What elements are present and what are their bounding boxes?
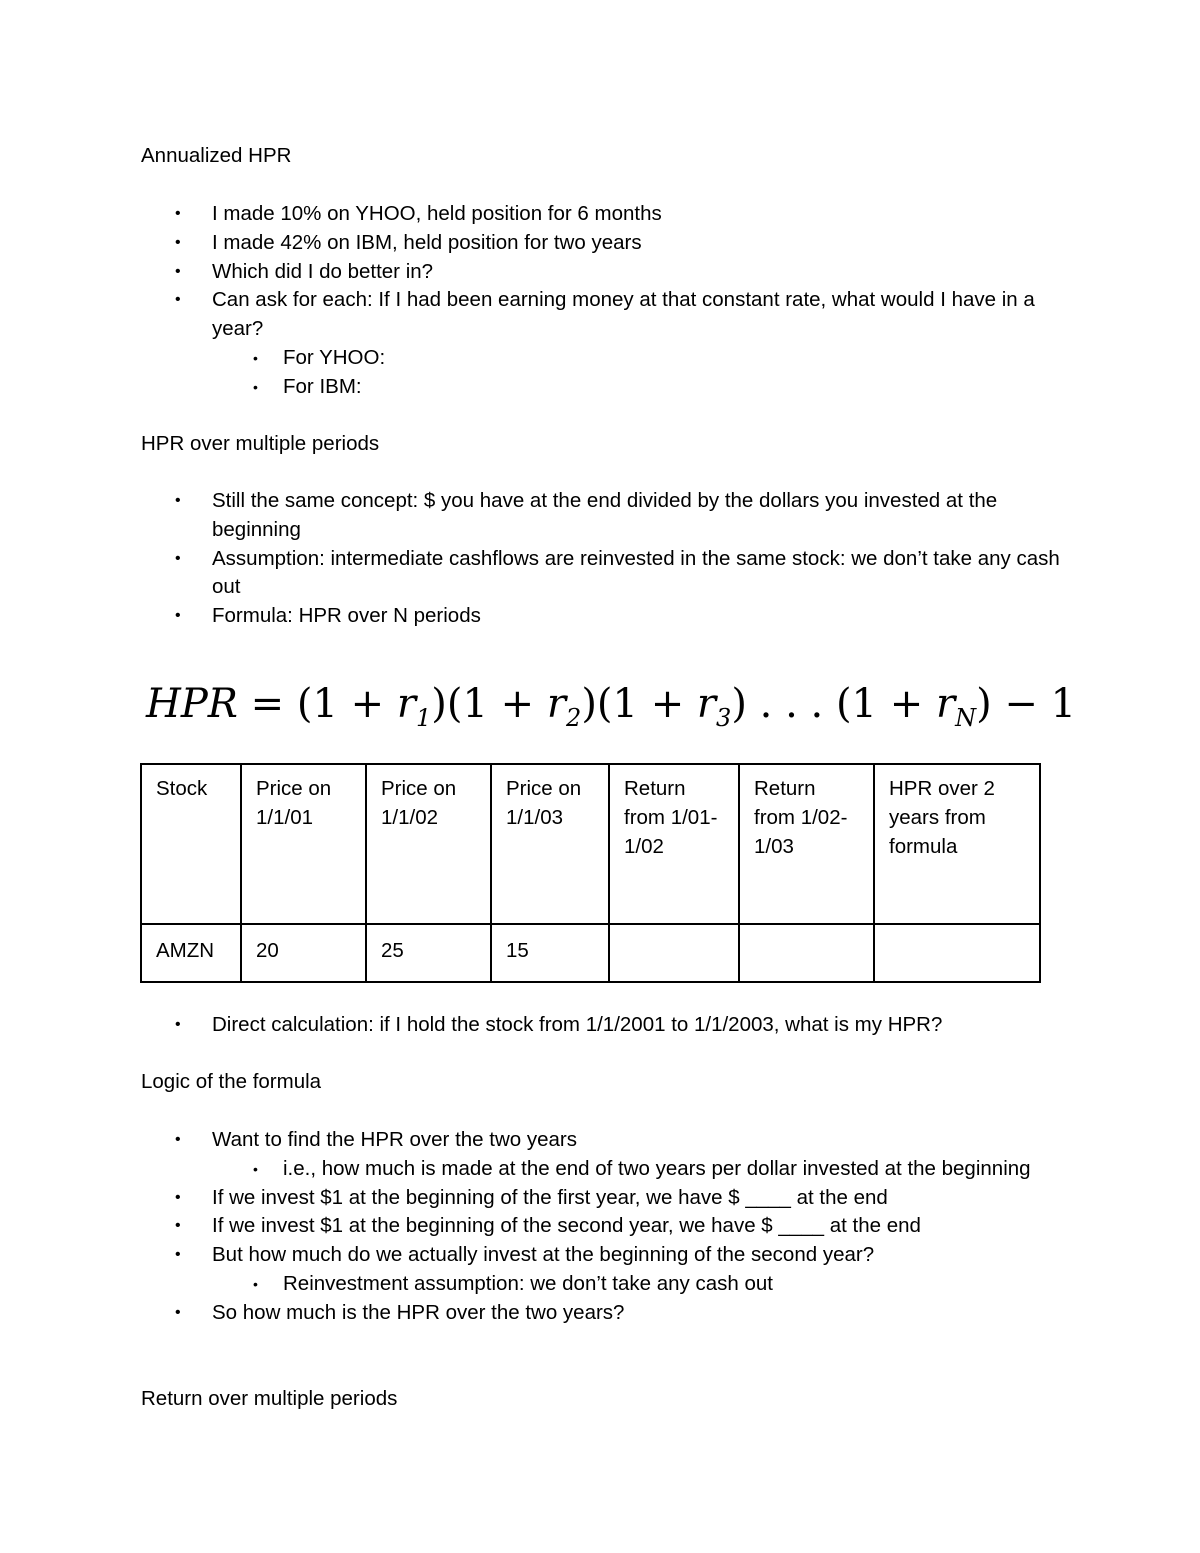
formula-var: r	[546, 681, 567, 727]
table-header-cell: Price on 1/1/03	[491, 764, 609, 924]
list-item	[0, 1126, 1200, 1184]
list-item: • Which did I do better in?	[0, 258, 1200, 287]
sub-list-item: • Reinvestment assumption: we don’t take any cash out	[283, 1270, 1060, 1299]
table-header-cell: Return from 1/02-1/03	[739, 764, 874, 924]
formula-subscript: 2	[566, 704, 582, 732]
list-item: • If we invest $1 at the beginning of the second year, we have $ ____ at the end	[0, 1212, 1200, 1241]
heading-logic-of-formula: Logic of the formula	[141, 1070, 322, 1093]
table-cell: 20	[241, 924, 366, 982]
formula-term: )(1 +	[431, 681, 535, 727]
list-item: • I made 10% on YHOO, held position for 6 months	[0, 200, 1200, 229]
table-row	[141, 924, 1040, 982]
sub-list-item: • i.e., how much is made at the end of two years per dollar invested at the beginning	[283, 1155, 1060, 1184]
logic-sub-list	[212, 1270, 1060, 1299]
formula-term: ) . . . (1 +	[731, 681, 924, 727]
list-item	[0, 286, 1200, 401]
stock-price-table	[140, 763, 1041, 983]
formula-term: ) − 1	[976, 681, 1077, 727]
list-item: • Direct calculation: if I hold the stock from 1/1/2001 to 1/1/2003, what is my HPR?	[0, 1011, 1200, 1040]
heading-hpr-multiple-periods: HPR over multiple periods	[141, 432, 380, 455]
list-item: • Still the same concept: $ you have at the end divided by the dollars you invested at the beginning	[0, 487, 1200, 545]
table-header-cell: Price on 1/1/01	[241, 764, 366, 924]
formula-subscript: N	[955, 704, 977, 732]
logic-sub-list	[212, 1155, 1060, 1184]
table-header-cell: Return from 1/01-1/02	[609, 764, 739, 924]
list-item: • I made 42% on IBM, held position for two years	[0, 229, 1200, 258]
list-item	[0, 1241, 1200, 1299]
table-cell: AMZN	[141, 924, 241, 982]
table-cell	[874, 924, 1040, 982]
heading-annualized-hpr: Annualized HPR	[141, 144, 292, 167]
table-header-row	[141, 764, 1040, 924]
formula-var: r	[935, 681, 956, 727]
formula-subscript: 1	[416, 704, 432, 732]
list-item-text: But how much do we actually invest at the beginning of the second year?	[212, 1243, 875, 1267]
table-cell: 15	[491, 924, 609, 982]
logic-bullet-list	[0, 1126, 1200, 1328]
table-header-cell: HPR over 2 years from formula	[874, 764, 1040, 924]
list-item: • Assumption: intermediate cashflows are reinvested in the same stock: we don’t take any cash out	[0, 545, 1200, 603]
table-cell: 25	[366, 924, 491, 982]
direct-calc-list	[0, 1011, 1200, 1040]
table-header-cell: Price on 1/1/02	[366, 764, 491, 924]
formula-lhs: HPR	[146, 681, 238, 727]
hpr-formula	[146, 676, 1077, 736]
table-cell	[609, 924, 739, 982]
formula-equals: =	[250, 681, 285, 727]
formula-term: )(1 +	[581, 681, 685, 727]
table-cell	[739, 924, 874, 982]
formula-term: (1 +	[296, 681, 385, 727]
annualized-sub-list	[212, 344, 1060, 402]
formula-var: r	[696, 681, 717, 727]
table-header-cell: Stock	[141, 764, 241, 924]
formula-var: r	[396, 681, 417, 727]
formula-subscript: 3	[716, 704, 732, 732]
list-item: • If we invest $1 at the beginning of the first year, we have $ ____ at the end	[0, 1184, 1200, 1213]
list-item: • Formula: HPR over N periods	[0, 602, 1200, 631]
list-item: • So how much is the HPR over the two years?	[0, 1299, 1200, 1328]
heading-return-multiple-periods: Return over multiple periods	[141, 1387, 398, 1410]
annualized-bullet-list	[0, 200, 1200, 402]
list-item-text: Can ask for each: If I had been earning money at that constant rate, what would I have in a year?	[212, 288, 1035, 341]
multiple-bullet-list	[0, 487, 1200, 631]
sub-list-item: • For YHOO:	[283, 344, 1060, 373]
sub-list-item: • For IBM:	[283, 373, 1060, 402]
list-item-text: Want to find the HPR over the two years	[212, 1128, 577, 1151]
